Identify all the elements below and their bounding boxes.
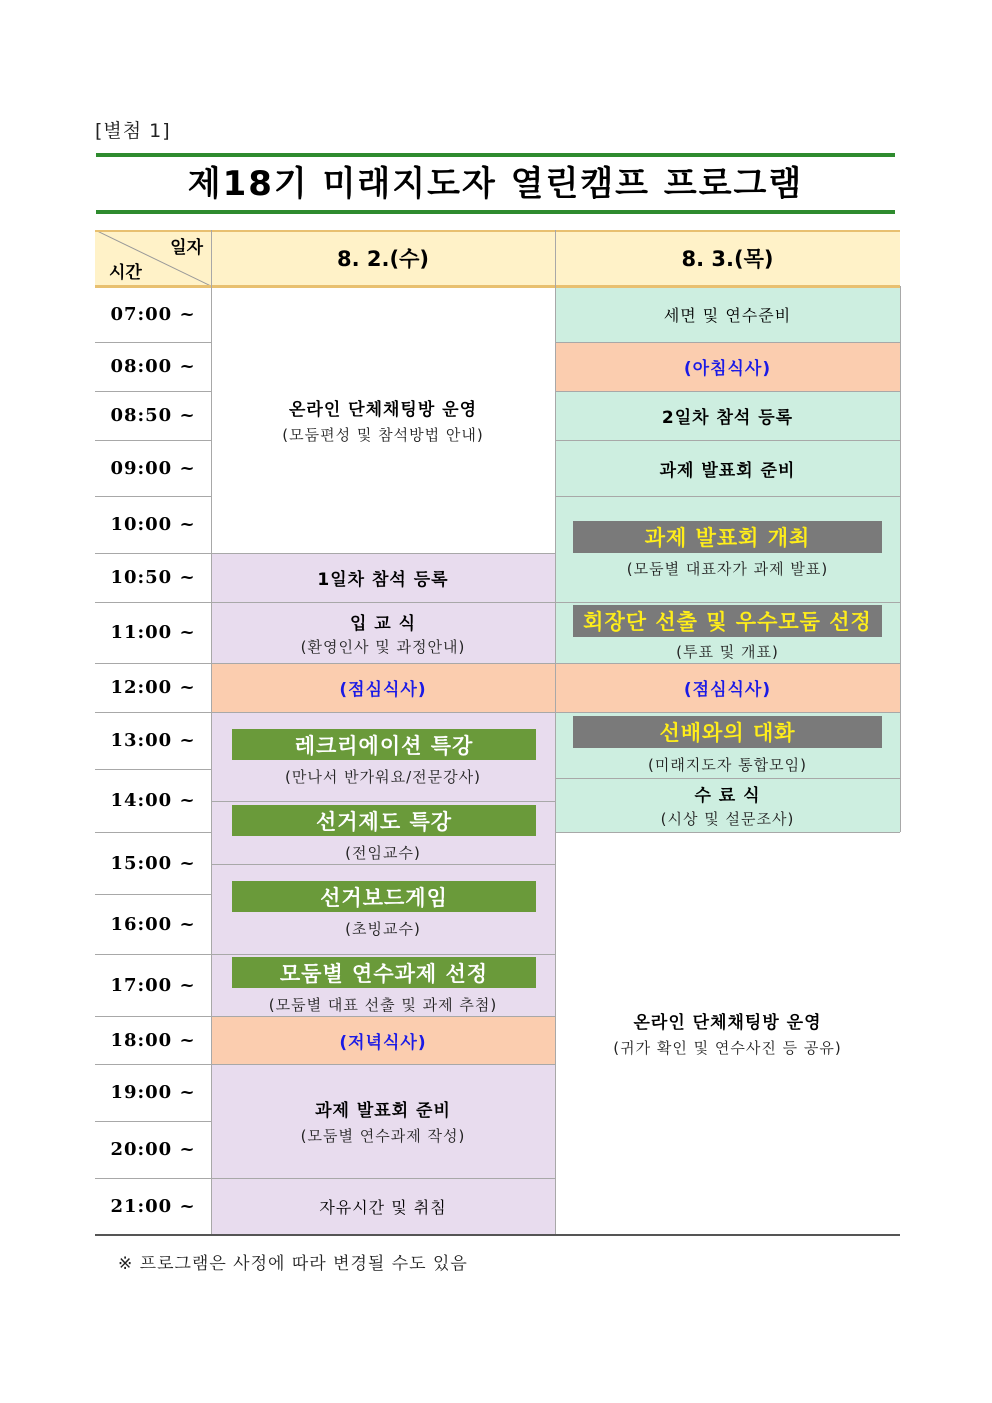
time-cell: 21:00 ~ (110, 1195, 196, 1217)
row-line (211, 602, 555, 603)
page-title: 제18기 미래지도자 열린캠프 프로그램 (187, 164, 804, 204)
col-line (555, 230, 556, 1234)
day2-prep-label: 과제 발표회 준비 (659, 460, 796, 481)
row-line (95, 391, 211, 392)
election-lecture-sub: (전임교수) (345, 844, 421, 862)
day1-online-sub: (모둠편성 및 참석방법 안내) (282, 425, 484, 444)
row-line (211, 1178, 555, 1179)
row-line (95, 1064, 211, 1065)
day2-registration (555, 391, 900, 440)
day2-wash-label: 세면 및 연수준비 (663, 305, 792, 325)
col-line (900, 286, 901, 832)
day1-free-label: 자유시간 및 취침 (319, 1197, 447, 1217)
presentation-bar: 과제 발표회 개최 (573, 521, 882, 553)
row-line (211, 954, 555, 955)
time-cell: 13:00 ~ (110, 730, 196, 751)
row-line (555, 832, 900, 833)
day2-wash (555, 286, 900, 342)
day2-online-sub: (귀가 확인 및 연수사진 등 공유) (613, 1039, 842, 1057)
day2-online-main: 온라인 단체채팅방 운영 (633, 1013, 822, 1033)
row-line (555, 496, 900, 497)
day1-registration (211, 553, 555, 602)
title-rule-bottom (96, 210, 895, 214)
alumni-talk-bar: 선배와의 대화 (573, 716, 882, 748)
row-line (95, 496, 211, 497)
time-cell: 10:00 ~ (110, 514, 196, 535)
task-selection-sub: (모둠별 대표 선출 및 과제 추첨) (268, 996, 498, 1014)
row-line (95, 894, 211, 895)
day2-closing-main: 수 료 식 (694, 786, 761, 806)
row-line (211, 712, 555, 713)
attachment-label: [별첨 1] (95, 120, 171, 142)
row-line (95, 440, 211, 441)
time-cell: 08:00 ~ (110, 356, 196, 377)
election-lecture-bar: 선거제도 특강 (232, 805, 536, 836)
time-cell: 17:00 ~ (110, 974, 196, 996)
row-line (95, 769, 211, 770)
board-game-bar: 선거보드게임 (232, 881, 536, 912)
time-cell: 12:00 ~ (110, 677, 196, 698)
row-line (555, 663, 900, 664)
date-label: 일자 (170, 238, 203, 258)
row-line (211, 663, 555, 664)
row-line (211, 864, 555, 865)
day2-registration-label: 2일차 참석 등록 (661, 408, 794, 428)
row-line (555, 778, 900, 779)
day2-presentation-prep (555, 440, 900, 496)
row-line (555, 602, 900, 603)
row-line (95, 1178, 211, 1179)
title-rule-top (96, 153, 895, 157)
row-line (95, 553, 211, 554)
header-day2: 8. 3.(목) (555, 230, 900, 286)
day1-lunch (211, 663, 555, 712)
row-line (555, 391, 900, 392)
row-line (95, 712, 211, 713)
table-bottom-line (95, 1234, 900, 1236)
alumni-talk-sub: (미래지도자 통합모임) (648, 756, 807, 774)
day1-presentation-prep (211, 1064, 555, 1178)
header-bottom-line (95, 285, 900, 288)
board-game-sub: (초빙교수) (345, 920, 421, 938)
time-cell: 15:00 ~ (110, 852, 196, 874)
row-line (95, 1016, 211, 1017)
day1-free-time (211, 1178, 555, 1234)
day1-registration-label: 1일차 참석 등록 (317, 570, 449, 590)
time-cell: 11:00 ~ (110, 622, 196, 643)
day2-lunch (555, 663, 900, 712)
row-line (95, 342, 211, 343)
row-line (555, 440, 900, 441)
time-cell: 08:50 ~ (110, 405, 196, 426)
day1-opening (211, 602, 555, 663)
recreation-lecture-sub: (만나서 반가워요/전문강사) (285, 768, 481, 786)
row-line (211, 553, 555, 554)
day1-prep-sub: (모둠별 연수과제 작성) (300, 1127, 466, 1145)
day1-online-main: 온라인 단체채팅방 운영 (288, 399, 478, 420)
day1-opening-sub: (환영인사 및 과정안내) (300, 637, 466, 656)
time-cell: 20:00 ~ (110, 1139, 196, 1160)
day1-dinner-label: (저녁식사) (339, 1032, 427, 1053)
time-cell: 16:00 ~ (110, 913, 196, 935)
selection-bar: 회장단 선출 및 우수모둠 선정 (573, 605, 882, 637)
row-line (211, 801, 555, 802)
time-cell: 14:00 ~ (110, 790, 196, 811)
day1-opening-main: 입 교 식 (349, 613, 417, 634)
time-cell: 09:00 ~ (110, 457, 196, 479)
recreation-lecture-bar: 레크리에이션 특강 (232, 729, 536, 760)
row-line (95, 1121, 211, 1122)
day2-lunch-label: (점심식사) (683, 680, 772, 700)
presentation-sub: (모둠별 대표자가 과제 발표) (626, 560, 829, 578)
row-line (95, 832, 211, 833)
day2-closing-sub: (시상 및 설문조사) (660, 810, 795, 828)
time-cell: 19:00 ~ (110, 1082, 196, 1103)
row-line (211, 1016, 555, 1017)
footnote: ※ 프로그램은 사정에 따라 변경될 수도 있음 (118, 1254, 468, 1274)
day1-online-chat (211, 286, 555, 553)
row-line (211, 1064, 555, 1065)
row-line (95, 663, 211, 664)
day2-breakfast (555, 342, 900, 391)
row-line (555, 342, 900, 343)
day1-prep-main: 과제 발표회 준비 (315, 1101, 451, 1121)
time-cell: 18:00 ~ (110, 1029, 196, 1051)
day1-dinner (211, 1016, 555, 1064)
time-cell: 10:50 ~ (110, 567, 196, 588)
row-line (555, 712, 900, 713)
header-day1: 8. 2.(수) (211, 230, 555, 286)
day2-online-chat (555, 832, 900, 1234)
row-line (95, 602, 211, 603)
header-top-line (95, 230, 900, 232)
day2-closing (555, 778, 900, 832)
day2-breakfast-label: (아침식사) (683, 359, 772, 379)
header-corner-cell (95, 230, 211, 286)
col-line (211, 230, 212, 1234)
time-label: 시간 (109, 263, 142, 283)
selection-sub: (투표 및 개표) (676, 643, 779, 661)
task-selection-bar: 모둠별 연수과제 선정 (232, 957, 536, 988)
row-line (95, 954, 211, 955)
time-cell: 07:00 ~ (110, 303, 196, 325)
day1-lunch-label: (점심식사) (339, 680, 427, 700)
